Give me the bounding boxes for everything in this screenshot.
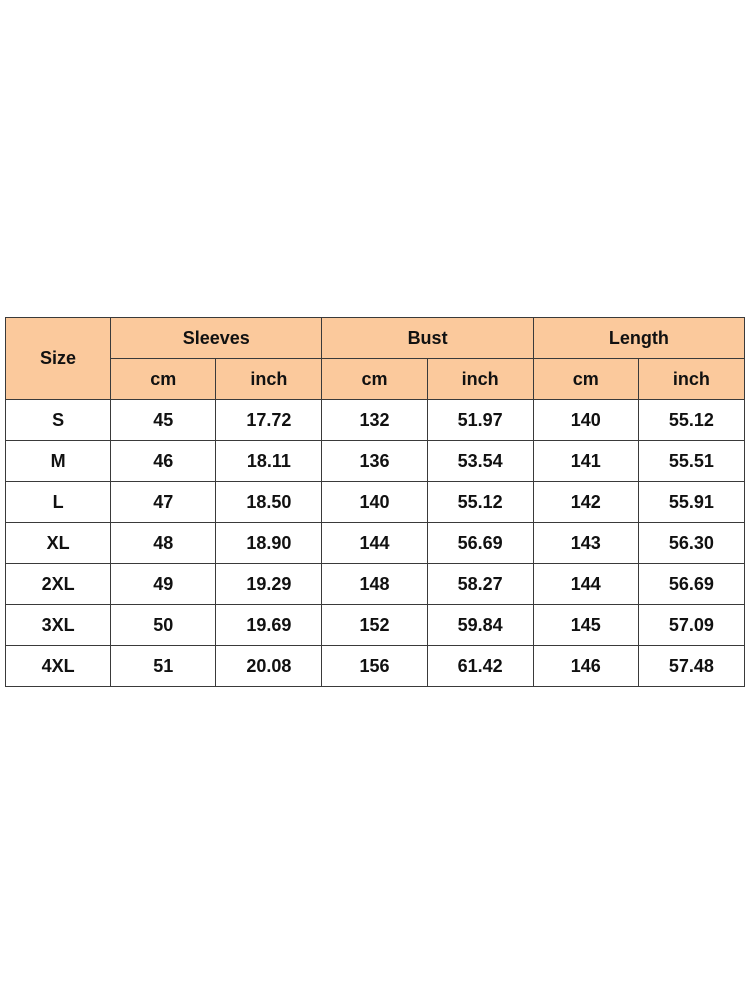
measurement-cell: 143: [533, 523, 638, 564]
measurement-cell: 57.48: [638, 646, 744, 687]
measurement-cell: 140: [322, 482, 427, 523]
measurement-cell: 55.12: [427, 482, 533, 523]
measurement-cell: 17.72: [216, 400, 322, 441]
measurement-cell: 58.27: [427, 564, 533, 605]
size-chart-table: [5, 317, 745, 687]
table-row: [6, 605, 745, 646]
size-cell: 3XL: [6, 605, 111, 646]
measurement-cell: 148: [322, 564, 427, 605]
measurement-cell: 18.11: [216, 441, 322, 482]
measurement-cell: 146: [533, 646, 638, 687]
table-row: [6, 523, 745, 564]
unit-header: cm: [322, 359, 427, 400]
table-body: [6, 400, 745, 687]
measurement-cell: 141: [533, 441, 638, 482]
measurement-cell: 50: [111, 605, 216, 646]
measurement-cell: 48: [111, 523, 216, 564]
table-row: [6, 400, 745, 441]
table-row: [6, 564, 745, 605]
measurement-cell: 132: [322, 400, 427, 441]
size-cell: 2XL: [6, 564, 111, 605]
measurement-cell: 56.30: [638, 523, 744, 564]
measurement-cell: 46: [111, 441, 216, 482]
measurement-cell: 19.69: [216, 605, 322, 646]
measurement-cell: 59.84: [427, 605, 533, 646]
header-group-row: [6, 318, 745, 359]
unit-header: cm: [533, 359, 638, 400]
measurement-cell: 51: [111, 646, 216, 687]
header-unit-row: [6, 359, 745, 400]
measurement-cell: 20.08: [216, 646, 322, 687]
sleeves-header: Sleeves: [111, 318, 322, 359]
table-header: [6, 318, 745, 400]
unit-header: cm: [111, 359, 216, 400]
bust-header: Bust: [322, 318, 533, 359]
unit-header: inch: [216, 359, 322, 400]
measurement-cell: 55.51: [638, 441, 744, 482]
size-cell: L: [6, 482, 111, 523]
measurement-cell: 140: [533, 400, 638, 441]
measurement-cell: 45: [111, 400, 216, 441]
measurement-cell: 142: [533, 482, 638, 523]
measurement-cell: 51.97: [427, 400, 533, 441]
size-cell: XL: [6, 523, 111, 564]
size-cell: 4XL: [6, 646, 111, 687]
measurement-cell: 145: [533, 605, 638, 646]
table-row: [6, 646, 745, 687]
measurement-cell: 61.42: [427, 646, 533, 687]
measurement-cell: 47: [111, 482, 216, 523]
measurement-cell: 19.29: [216, 564, 322, 605]
measurement-cell: 144: [533, 564, 638, 605]
measurement-cell: 57.09: [638, 605, 744, 646]
measurement-cell: 56.69: [427, 523, 533, 564]
measurement-cell: 55.12: [638, 400, 744, 441]
size-cell: M: [6, 441, 111, 482]
measurement-cell: 49: [111, 564, 216, 605]
size-cell: S: [6, 400, 111, 441]
measurement-cell: 55.91: [638, 482, 744, 523]
measurement-cell: 136: [322, 441, 427, 482]
measurement-cell: 156: [322, 646, 427, 687]
measurement-cell: 53.54: [427, 441, 533, 482]
size-header: Size: [6, 318, 111, 400]
table-row: [6, 482, 745, 523]
length-header: Length: [533, 318, 744, 359]
measurement-cell: 152: [322, 605, 427, 646]
measurement-cell: 18.90: [216, 523, 322, 564]
measurement-cell: 18.50: [216, 482, 322, 523]
unit-header: inch: [427, 359, 533, 400]
measurement-cell: 144: [322, 523, 427, 564]
table-row: [6, 441, 745, 482]
measurement-cell: 56.69: [638, 564, 744, 605]
unit-header: inch: [638, 359, 744, 400]
